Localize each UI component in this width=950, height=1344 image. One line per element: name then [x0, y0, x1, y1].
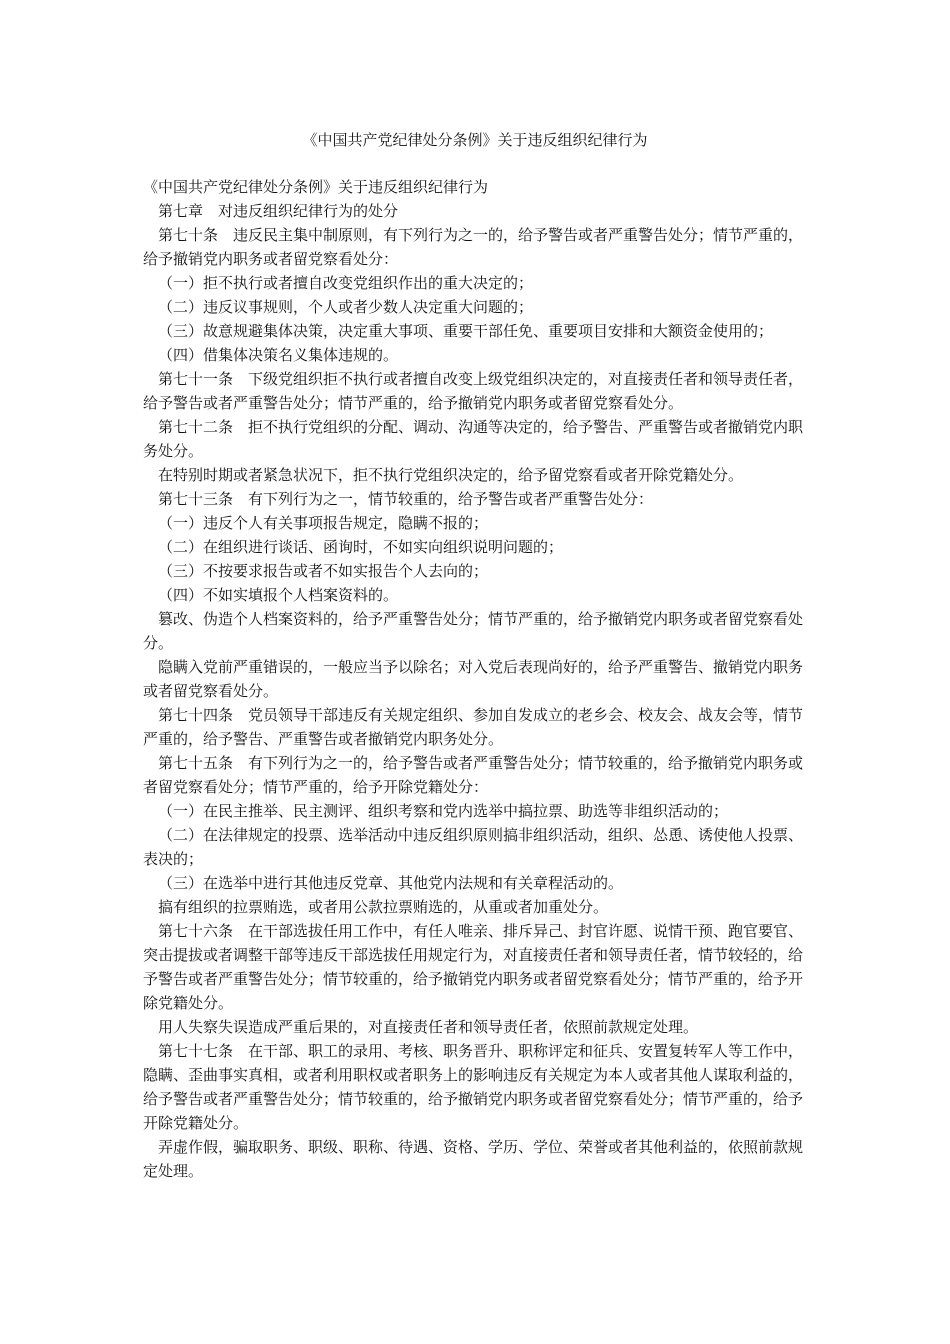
article-76: 第七十六条 在干部选拔任用工作中，有任人唯亲、排斥异己、封官许愿、说情干预、跑官要官、突击提拔或者调整干部等违反干部选拔任用规定行为，对直接责任者和领导责任者，情节较轻的，给予警告或者严重警告处分；情节较重的，给予撤销党内职务或者留党察看处分；情节严重的，给予开除党籍处分。: [143, 922, 804, 1012]
article-70-item-1: （一）拒不执行或者擅自改变党组织作出的重大决定的；: [158, 274, 534, 292]
article-70: 第七十条 违反民主集中制原则，有下列行为之一的，给予警告或者严重警告处分；情节严重的，给予撤销党内职务或者留党察看处分：: [143, 226, 804, 268]
article-77-paragraph-2: 弄虚作假，骗取职务、职级、职称、待遇、资格、学历、学位、荣誉或者其他利益的，依照前款规定处理。: [143, 1138, 804, 1180]
article-75-item-3: （三）在选举中进行其他违反党章、其他党内法规和有关章程活动的。: [158, 874, 624, 892]
article-70-item-2: （二）违反议事规则，个人或者少数人决定重大问题的；: [158, 298, 534, 316]
article-73-item-1: （一）违反个人有关事项报告规定，隐瞒不报的；: [158, 514, 489, 532]
body-heading: 《中国共产党纪律处分条例》关于违反组织纪律行为: [143, 178, 489, 196]
article-73-item-3: （三）不按要求报告或者不如实报告个人去向的；: [158, 562, 489, 580]
article-73-paragraph-2: 篡改、伪造个人档案资料的，给予严重警告处分；情节严重的，给予撤销党内职务或者留党察看处分。: [143, 610, 804, 652]
article-71: 第七十一条 下级党组织拒不执行或者擅自改变上级党组织决定的，对直接责任者和领导责任者，给予警告或者严重警告处分；情节严重的，给予撤销党内职务或者留党察看处分。: [143, 370, 804, 412]
chapter-heading: 第七章 对违反组织纪律行为的处分: [158, 202, 399, 220]
article-70-item-3: （三）故意规避集体决策，决定重大事项、重要干部任免、重要项目安排和大额资金使用的；: [158, 322, 774, 340]
article-73-paragraph-3: 隐瞒入党前严重错误的，一般应当予以除名；对入党后表现尚好的，给予严重警告、撤销党内职务或者留党察看处分。: [143, 658, 804, 700]
article-72: 第七十二条 拒不执行党组织的分配、调动、沟通等决定的，给予警告、严重警告或者撤销党内职务处分。: [143, 418, 804, 460]
document-body: [143, 175, 803, 1183]
article-73-item-4: （四）不如实填报个人档案资料的。: [158, 586, 399, 604]
article-77: 第七十七条 在干部、职工的录用、考核、职务晋升、职称评定和征兵、安置复转军人等工作中，隐瞒、歪曲事实真相，或者利用职权或者职务上的影响违反有关规定为本人或者其他人谋取利益的，给予警告或者严重警告处分；情节较重的，给予撤销党内职务或者留党察看处分；情节严重的，给予开除党籍处分。: [143, 1042, 804, 1132]
article-75-item-2: （二）在法律规定的投票、选举活动中违反组织原则搞非组织活动，组织、怂恿、诱使他人投票、表决的；: [143, 826, 804, 868]
article-73-item-2: （二）在组织进行谈话、函询时，不如实向组织说明问题的；: [158, 538, 564, 556]
article-76-paragraph-2: 用人失察失误造成严重后果的，对直接责任者和领导责任者，依照前款规定处理。: [158, 1018, 699, 1036]
document-title: 《中国共产党纪律处分条例》关于违反组织纪律行为: [302, 131, 648, 149]
article-75-item-1: （一）在民主推举、民主测评、组织考察和党内选举中搞拉票、助选等非组织活动的；: [158, 802, 729, 820]
article-70-item-4: （四）借集体决策名义集体违规的。: [158, 346, 399, 364]
article-74: 第七十四条 党员领导干部违反有关规定组织、参加自发成立的老乡会、校友会、战友会等，情节严重的，给予警告、严重警告或者撤销党内职务处分。: [143, 706, 804, 748]
article-73: 第七十三条 有下列行为之一，情节较重的，给予警告或者严重警告处分：: [158, 490, 654, 508]
article-75: 第七十五条 有下列行为之一的，给予警告或者严重警告处分；情节较重的，给予撤销党内职务或者留党察看处分；情节严重的，给予开除党籍处分：: [143, 754, 804, 796]
article-72-paragraph-2: 在特别时期或者紧急状况下，拒不执行党组织决定的，给予留党察看或者开除党籍处分。: [158, 466, 744, 484]
article-75-paragraph-2: 搞有组织的拉票贿选，或者用公款拉票贿选的，从重或者加重处分。: [158, 898, 609, 916]
